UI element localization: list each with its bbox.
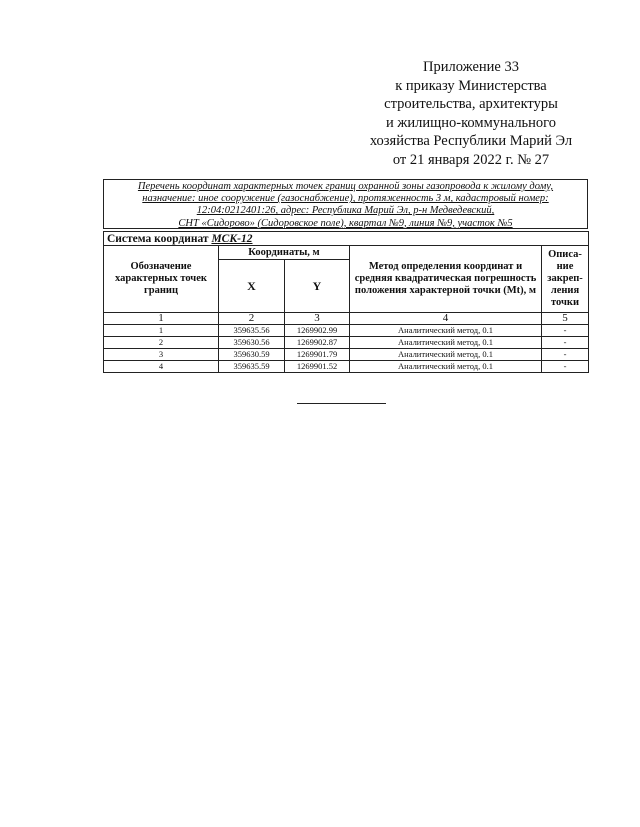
table-row xyxy=(104,361,589,373)
appendix-line: хозяйства Республики Марий Эл xyxy=(369,133,573,150)
title-line: СНТ «Сидорово» (Сидоровское поле), квартал №9, линия №9, участок №5 xyxy=(178,217,513,229)
cell-method: Аналитический метод, 0.1 xyxy=(350,361,542,373)
footer-divider xyxy=(297,403,386,404)
cell-method: Аналитический метод, 0.1 xyxy=(350,349,542,361)
cell-method: Аналитический метод, 0.1 xyxy=(350,325,542,337)
appendix-line: от 21 января 2022 г. № 27 xyxy=(392,151,550,168)
header-x: X xyxy=(219,260,285,313)
appendix-block xyxy=(360,58,582,170)
header-y: Y xyxy=(285,260,350,313)
appendix-line: Приложение 33 xyxy=(423,59,519,75)
header-row xyxy=(104,246,589,260)
coordinate-list-title xyxy=(103,179,588,229)
cell-point: 2 xyxy=(104,337,219,349)
header-coordinates: Координаты, м xyxy=(219,246,350,260)
coordinates-table xyxy=(103,231,589,373)
coordinate-system-label: Система координат xyxy=(107,232,209,245)
table-row xyxy=(104,325,589,337)
appendix-line: к приказу Министерства xyxy=(395,77,547,94)
cell-y: 1269901.79 xyxy=(285,349,350,361)
cell-description: - xyxy=(542,361,589,373)
cell-point: 1 xyxy=(104,325,219,337)
header-description: Описа-ние закреп-ления точки xyxy=(542,246,589,313)
header-point: Обозначение характерных точек границ xyxy=(104,246,219,313)
column-number: 3 xyxy=(285,313,350,325)
cell-y: 1269902.99 xyxy=(285,325,350,337)
cell-x: 359630.59 xyxy=(219,349,285,361)
table-row xyxy=(104,337,589,349)
appendix-line: строительства, архитектуры xyxy=(384,96,558,113)
cell-description: - xyxy=(542,325,589,337)
title-line: 12:04:0212401:26, адрес: Республика Марий Эл, р-н Медведевский, xyxy=(196,205,495,217)
header-method: Метод определения координат и средняя квадратическая погрешность положения характерной точки (Mt), м xyxy=(350,246,542,313)
column-number: 1 xyxy=(104,313,219,325)
cell-description: - xyxy=(542,349,589,361)
appendix-line: и жилищно-коммунального xyxy=(385,114,557,131)
column-number: 2 xyxy=(219,313,285,325)
cell-y: 1269902.87 xyxy=(285,337,350,349)
cell-x: 359635.56 xyxy=(219,325,285,337)
column-number: 5 xyxy=(542,313,589,325)
title-line: Перечень координат характерных точек границ охранной зоны газопровода к жилому дому, xyxy=(137,181,554,192)
cell-point: 3 xyxy=(104,349,219,361)
table-row xyxy=(104,349,589,361)
cell-point: 4 xyxy=(104,361,219,373)
title-line: назначение: иное сооружение (газоснабжение), протяженность 3 м, кадастровый номер: xyxy=(142,193,549,205)
coordinate-system-cell xyxy=(104,232,589,246)
cell-x: 359630.56 xyxy=(219,337,285,349)
coordinate-system-row xyxy=(104,232,589,246)
cell-description: - xyxy=(542,337,589,349)
coordinate-system-name: МСК-12 xyxy=(211,232,253,245)
cell-y: 1269901.52 xyxy=(285,361,350,373)
column-number: 4 xyxy=(350,313,542,325)
cell-x: 359635.59 xyxy=(219,361,285,373)
cell-method: Аналитический метод, 0.1 xyxy=(350,337,542,349)
column-number-row xyxy=(104,313,589,325)
